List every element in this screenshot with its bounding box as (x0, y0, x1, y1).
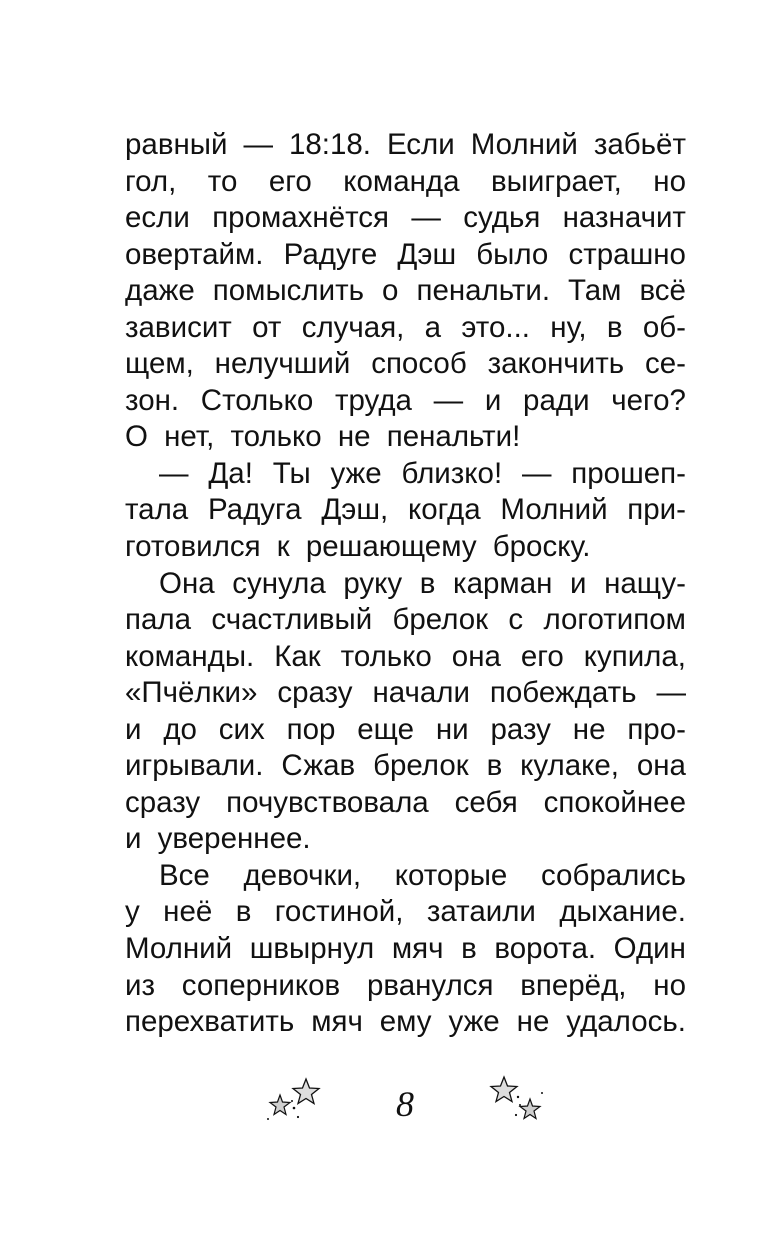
word: Да! (208, 456, 253, 490)
word: руку (343, 566, 403, 600)
word: и (484, 383, 502, 417)
page-footer (0, 1075, 768, 1135)
text-line (125, 346, 686, 383)
word: овертайм. (125, 237, 264, 271)
word: она (636, 749, 686, 783)
word: его (268, 164, 312, 198)
word: не (572, 712, 606, 746)
word: гол, (125, 164, 177, 198)
text-line (125, 858, 686, 895)
word: его (520, 639, 564, 673)
stars-icon (486, 1075, 546, 1125)
word: но (653, 164, 686, 198)
word: удалось. (566, 1005, 686, 1039)
word: брелок (373, 749, 469, 783)
word: было (476, 237, 549, 271)
word: сих (218, 712, 265, 746)
word: вперёд, (520, 968, 627, 1002)
text-line (125, 383, 686, 420)
word: всё (639, 274, 686, 308)
word: пор (286, 712, 336, 746)
word: пенальти. (416, 274, 551, 308)
word: об- (642, 310, 686, 344)
text-line: О нет, только не пенальти! (125, 420, 521, 454)
word: не (516, 1005, 550, 1039)
word: перехватить (125, 1005, 295, 1039)
word: нащу- (604, 566, 686, 600)
word: карман (453, 566, 553, 600)
text-line: готовился к решающему броску. (125, 530, 591, 564)
word: способ (371, 347, 467, 381)
word: Если (386, 128, 455, 161)
word: она (451, 639, 501, 673)
text-line (125, 894, 686, 931)
word: неё (163, 895, 213, 929)
word: Молний (470, 128, 578, 161)
word: швырнул (249, 932, 375, 966)
word: у (125, 895, 140, 929)
word: ну, (550, 310, 587, 344)
word: и (125, 712, 142, 746)
text-line (125, 602, 686, 639)
text-line (125, 310, 686, 347)
word: которые (394, 858, 508, 892)
word: прошеп- (571, 456, 686, 490)
word: затаили (426, 895, 536, 929)
word: промахнётся (212, 201, 390, 235)
word: до (163, 712, 197, 746)
word: труда (334, 383, 412, 417)
word: при- (627, 493, 686, 527)
word: равный (125, 128, 228, 161)
text-line (125, 748, 686, 785)
word: но (653, 968, 686, 1002)
word: гостиной, (274, 895, 404, 929)
word: уже (330, 456, 382, 490)
word: — (521, 456, 552, 490)
text-line (125, 456, 686, 493)
word: тала (125, 493, 189, 527)
word: разу (490, 712, 551, 746)
word: — (243, 128, 273, 161)
stars-icon (262, 1075, 328, 1125)
word: логотипом (543, 603, 686, 637)
word: — (656, 676, 686, 710)
word: Радуге (283, 237, 378, 271)
text-line (125, 931, 686, 968)
word: в (235, 895, 252, 929)
word: уже (448, 1005, 500, 1039)
word: брелок (392, 603, 489, 637)
word: пала (125, 603, 192, 637)
word: из (125, 968, 156, 1002)
word: почувствовала (226, 785, 429, 819)
word: с (508, 603, 524, 637)
text-line (125, 675, 686, 712)
word: Столько (200, 383, 314, 417)
word: собрались (540, 858, 686, 892)
word: Ты (272, 456, 311, 490)
word: Дэш (397, 237, 457, 271)
word: зависит (125, 310, 232, 344)
text-line (125, 712, 686, 749)
text-line (125, 566, 686, 603)
word: ему (379, 1005, 432, 1039)
word: девочки, (243, 858, 362, 892)
word: забьёт (593, 128, 686, 161)
word: мяч (311, 1005, 363, 1039)
text-line (125, 968, 686, 1005)
word: Радуга (207, 493, 302, 527)
text-line (125, 273, 686, 310)
word: кулаке, (520, 749, 619, 783)
word: сразу (277, 676, 353, 710)
text-line (125, 1004, 686, 1041)
word: — (159, 456, 189, 490)
word: сунула (232, 566, 326, 600)
word: — (433, 383, 464, 417)
word: судья (463, 201, 541, 235)
word: Один (613, 932, 686, 966)
word: ворота. (494, 932, 597, 966)
word: себя (454, 785, 518, 819)
word: когда (407, 493, 481, 527)
word: дыхание. (559, 895, 686, 929)
word: в (486, 749, 503, 783)
word: только (340, 639, 432, 673)
word: про- (627, 712, 686, 746)
text-line (125, 164, 686, 201)
word: Она (159, 566, 215, 600)
word: закончить (487, 347, 625, 381)
body-text (125, 127, 686, 1041)
word: зон. (125, 383, 180, 417)
word: в (606, 310, 623, 344)
word: это... (461, 310, 530, 344)
word: в (419, 566, 436, 600)
word: еще (357, 712, 415, 746)
word: ради (523, 383, 590, 417)
word: ни (435, 712, 469, 746)
text-line (125, 237, 686, 274)
word: а (424, 310, 442, 344)
text-line (125, 492, 686, 529)
page-number: 8 (396, 1084, 414, 1124)
word: мяч (391, 932, 444, 966)
word: случая, (301, 310, 405, 344)
word: Молний (500, 493, 608, 527)
text-line (125, 127, 686, 164)
word: помыслить (212, 274, 364, 308)
word: страшно (568, 237, 686, 271)
word: начали (372, 676, 470, 710)
text-line: и увереннее. (125, 822, 311, 856)
word: то (207, 164, 238, 198)
word: Молний (125, 932, 233, 966)
word: и (570, 566, 587, 600)
word: нелучший (214, 347, 351, 381)
word: счастливый (211, 603, 373, 637)
word: Все (159, 858, 210, 892)
word: чего? (611, 383, 686, 417)
word: близко! (401, 456, 503, 490)
word: соперников (181, 968, 341, 1002)
text-line (125, 785, 686, 822)
word: спокойнее (543, 785, 686, 819)
word: в (461, 932, 477, 966)
word: щем, (125, 347, 194, 381)
word: если (125, 201, 190, 235)
word: — (411, 201, 441, 235)
word: купила, (583, 639, 686, 673)
word: «Пчёлки» (125, 676, 258, 710)
word: 18:18. (288, 128, 371, 161)
word: о (382, 274, 399, 308)
word: выиграет, (491, 164, 622, 198)
word: рванулся (366, 968, 494, 1002)
word: сразу (125, 785, 201, 819)
word: назначит (562, 201, 686, 235)
word: Как (274, 639, 321, 673)
word: се- (645, 347, 686, 381)
word: команда (343, 164, 460, 198)
word: команды. (125, 639, 255, 673)
word: Дэш, (321, 493, 389, 527)
word: Сжав (281, 749, 356, 783)
word: игрывали. (125, 749, 264, 783)
word: побеждать (489, 676, 637, 710)
text-line (125, 200, 686, 237)
text-line (125, 639, 686, 676)
word: от (252, 310, 282, 344)
word: Там (568, 274, 622, 308)
word: даже (125, 274, 195, 308)
